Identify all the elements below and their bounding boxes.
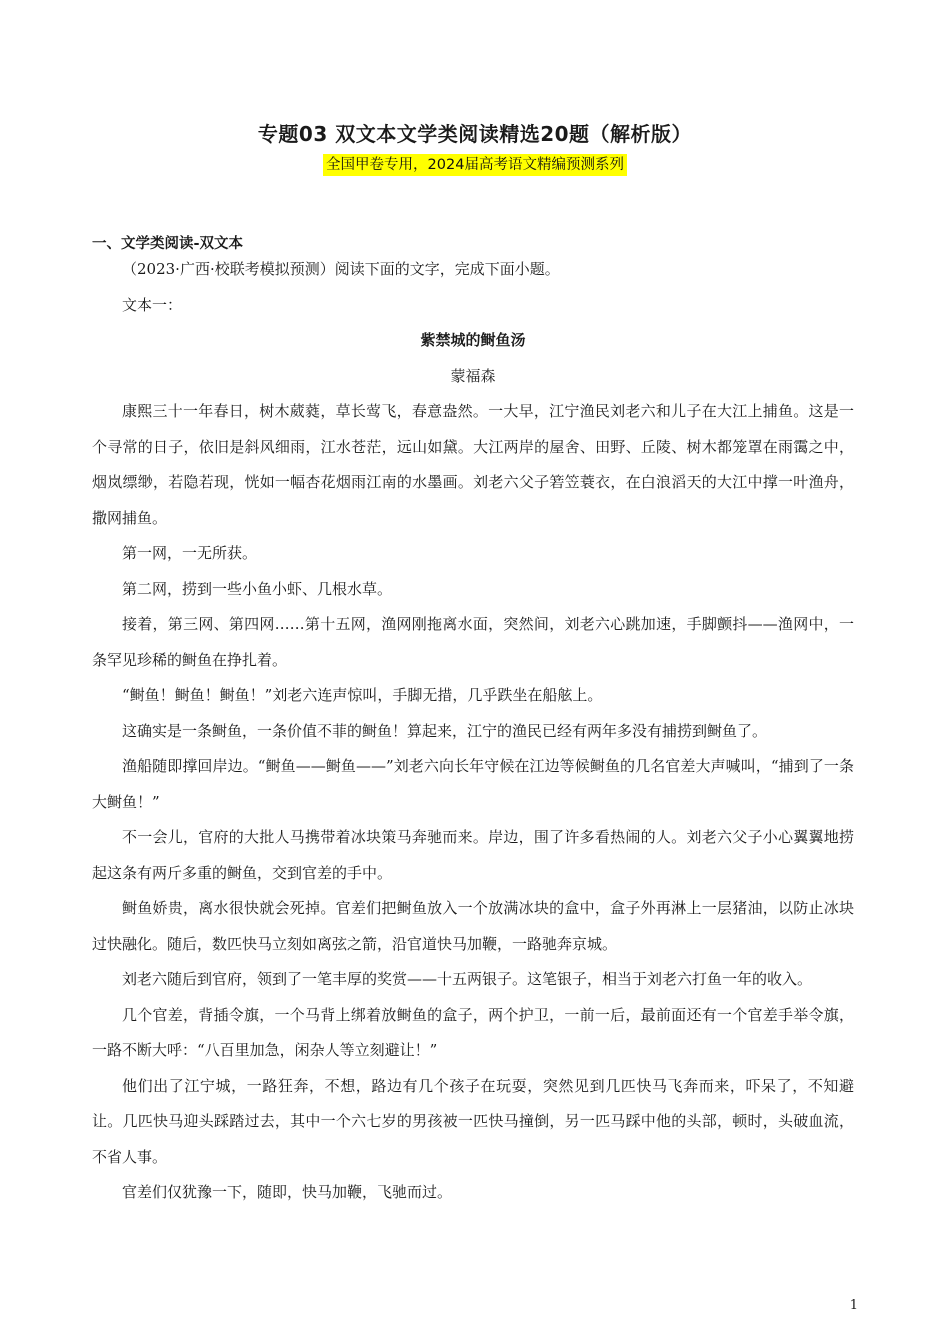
paragraph: 第二网，捞到一些小鱼小虾、几根水草。 — [122, 579, 393, 598]
paragraph: “鲥鱼！鲥鱼！鲥鱼！”刘老六连声惊叫，手脚无措，几乎跌坐在船舷上。 — [122, 686, 603, 704]
page-number: 1 — [849, 1298, 858, 1313]
paragraph: 康熙三十一年春日，树木葳蕤，草长莺飞，春意盎然。一大早，江宁渔民刘老六和儿子在大江上捕鱼。这是一个寻常的日子，依旧是斜风细雨，江水苍茫，远山如黛。大江两岸的屋舍、田野、丘陵、树木都笼罩在雨霭之中，烟岚缥缈，若隐若现，恍如一幅杏花烟雨江南的水墨画。刘老六父子箬笠蓑衣，在白浪滔天的大江中撑一叶渔舟，撒网捕鱼。 — [92, 402, 854, 527]
essay-author: 蒙福森 — [450, 366, 496, 385]
paragraph: 他们出了江宁城，一路狂奔，不想，路边有几个孩子在玩耍，突然见到几匹快马飞奔而来，吓呆了，不知避让。几匹快马迎头踩踏过去，其中一个六七岁的男孩被一匹快马撞倒，另一匹马踩中他的头部，顿时，头破血流，不省人事。 — [92, 1076, 854, 1166]
paragraph: 渔船随即撑回岸边。“鲥鱼——鲥鱼——”刘老六向长年守候在江边等候鲥鱼的几名官差大声喊叫，“捕到了一条大鲥鱼！” — [92, 757, 854, 811]
paragraph: 这确实是一条鲥鱼，一条价值不菲的鲥鱼！算起来，江宁的渔民已经有两年多没有捕捞到鲥鱼了。 — [122, 721, 768, 740]
paragraph: 刘老六随后到官府，领到了一笔丰厚的奖赏——十五两银子。这笔银子，相当于刘老六打鱼一年的收入。 — [122, 970, 813, 988]
source-note: （2023·广西·校联考模拟预测）阅读下面的文字，完成下面小题。 — [122, 260, 560, 278]
highlighted-subtitle: 全国甲卷专用，2024届高考语文精编预测系列 — [323, 154, 627, 176]
page-title: 专题03 双文本文学类阅读精选20题（解析版） — [257, 122, 693, 146]
subtitle-container — [0, 154, 950, 176]
essay-title: 紫禁城的鲥鱼汤 — [420, 331, 526, 349]
text-label: 文本一： — [122, 295, 183, 314]
section-heading: 一、文学类阅读-双文本 — [92, 236, 244, 252]
paragraph: 几个官差，背插令旗，一个马背上绑着放鲥鱼的盒子，两个护卫，一前一后，最前面还有一个官差手举令旗，一路不断大呼：“八百里加急，闲杂人等立刻避让！” — [92, 1005, 854, 1059]
paragraph: 第一网，一无所获。 — [122, 544, 258, 562]
paragraph: 官差们仅犹豫一下，随即，快马加鞭，飞驰而过。 — [122, 1183, 453, 1201]
paragraph: 不一会儿，官府的大批人马携带着冰块策马奔驰而来。岸边，围了许多看热闹的人。刘老六父子小心翼翼地捞起这条有两斤多重的鲥鱼，交到官差的手中。 — [92, 828, 854, 882]
reading-passage — [92, 252, 854, 1211]
paragraph: 接着，第三网、第四网……第十五网，渔网刚拖离水面，突然间，刘老六心跳加速，手脚颤抖——渔网中，一条罕见珍稀的鲥鱼在挣扎着。 — [92, 615, 854, 669]
paragraph: 鲥鱼娇贵，离水很快就会死掉。官差们把鲥鱼放入一个放满冰块的盒中，盒子外再淋上一层猪油，以防止冰块过快融化。随后，数匹快马立刻如离弦之箭，沿官道快马加鞭，一路驰奔京城。 — [92, 899, 854, 953]
